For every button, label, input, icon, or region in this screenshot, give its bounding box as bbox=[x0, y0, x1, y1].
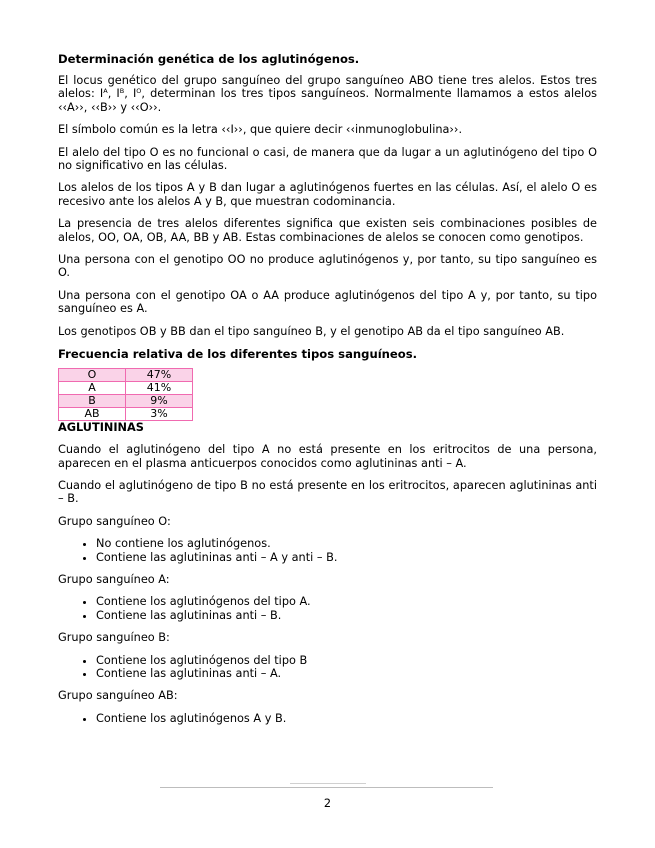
document-page bbox=[58, 52, 597, 734]
table-cell-type: O bbox=[59, 369, 126, 382]
table-cell-type: B bbox=[59, 395, 126, 408]
list-item: • No contiene los aglutinógenos. bbox=[96, 537, 597, 550]
paragraph-genotype-oo: Una persona con el genotipo OO no produce aglutinógenos y, por tanto, su tipo sanguíneo es O. bbox=[58, 253, 597, 280]
group-b-label: Grupo sanguíneo B: bbox=[58, 631, 170, 645]
group-ab-label: Grupo sanguíneo AB: bbox=[58, 689, 178, 703]
agglutinins-heading: AGLUTININAS bbox=[58, 421, 144, 435]
paragraph-text: , determinan los tres tipos sanguíneos. Normalmente llamamos a estos alelos ‹‹A››, ‹‹B›› y ‹‹O››. bbox=[58, 87, 597, 114]
section-title: Determinación genética de los aglutinógenos. bbox=[58, 52, 360, 66]
group-o-label: Grupo sanguíneo O: bbox=[58, 514, 171, 528]
paragraph-alleles-ab: Los alelos de los tipos A y B dan lugar a aglutinógenos fuertes en las células. Así, el alelo O es recesivo ante los alelos A y B, que muestran codominancia. bbox=[58, 181, 597, 208]
table-cell-type: AB bbox=[59, 408, 126, 421]
superscript-b: B bbox=[119, 87, 125, 96]
list-item: • Contiene los aglutinógenos A y B. bbox=[96, 712, 597, 725]
frequency-heading: Frecuencia relativa de los diferentes tipos sanguíneos. bbox=[58, 347, 418, 362]
table-cell-percent: 9% bbox=[126, 395, 193, 408]
footer-divider bbox=[160, 787, 493, 788]
table-row bbox=[59, 395, 193, 408]
list-item: • Contiene los aglutinógenos del tipo A. bbox=[96, 595, 597, 608]
paragraph-agglutinin-b: Cuando el aglutinógeno de tipo B no está presente en los eritrocitos, aparecen aglutininas anti – B. bbox=[58, 478, 597, 506]
page-number: 2 bbox=[323, 797, 332, 810]
paragraph-symbol: El símbolo común es la letra ‹‹I››, que quiere decir ‹‹inmunoglobulina››. bbox=[58, 123, 463, 137]
table-cell-percent: 41% bbox=[126, 382, 193, 395]
group-a-label: Grupo sanguíneo A: bbox=[58, 572, 170, 586]
paragraph-text: El locus genético del grupo sanguíneo del grupo sanguíneo ABO tiene tres alelos. Estos tres alelos: I bbox=[58, 74, 597, 101]
group-ab-list bbox=[58, 712, 597, 725]
list-item: • Contiene las aglutininas anti – A y anti – B. bbox=[96, 551, 597, 564]
separator: , I bbox=[124, 87, 137, 101]
divider bbox=[290, 783, 366, 784]
list-item: • Contiene las aglutininas anti – A. bbox=[96, 667, 597, 680]
table-cell-percent: 3% bbox=[126, 408, 193, 421]
paragraph-allele-o: El alelo del tipo O es no funcional o casi, de manera que da lugar a un aglutinógeno del tipo O no significativo en las células. bbox=[58, 145, 597, 173]
table-row bbox=[59, 369, 193, 382]
table-cell-percent: 47% bbox=[126, 369, 193, 382]
table-cell-type: A bbox=[59, 382, 126, 395]
group-o-list bbox=[58, 537, 597, 564]
paragraph-genotype-oa: Una persona con el genotipo OA o AA produce aglutinógenos del tipo A y, por tanto, su tipo sanguíneo es A. bbox=[58, 288, 597, 316]
table-row bbox=[59, 408, 193, 421]
paragraph-alleles bbox=[58, 74, 597, 114]
paragraph-agglutinin-a: Cuando el aglutinógeno del tipo A no está presente en los eritrocitos de una persona, aparecen en el plasma anticuerpos conocidos como aglutininas anti – A. bbox=[58, 443, 597, 470]
paragraph-genotypes: La presencia de tres alelos diferentes significa que existen seis combinaciones posibles de alelos, OO, OA, OB, AA, BB y AB. Estas combinaciones de alelos se conocen como genotipos. bbox=[58, 217, 597, 244]
table-row bbox=[59, 382, 193, 395]
list-item: • Contiene los aglutinógenos del tipo B bbox=[96, 654, 597, 667]
list-item: • Contiene las aglutininas anti – B. bbox=[96, 609, 597, 622]
paragraph-genotype-ob: Los genotipos OB y BB dan el tipo sanguíneo B, y el genotipo AB da el tipo sanguíneo AB. bbox=[58, 324, 565, 338]
group-b-list bbox=[58, 654, 597, 681]
separator: , I bbox=[107, 87, 120, 101]
superscript-o: O bbox=[136, 87, 142, 96]
frequency-table bbox=[58, 368, 193, 421]
superscript-a: A bbox=[103, 87, 108, 96]
group-a-list bbox=[58, 595, 597, 622]
